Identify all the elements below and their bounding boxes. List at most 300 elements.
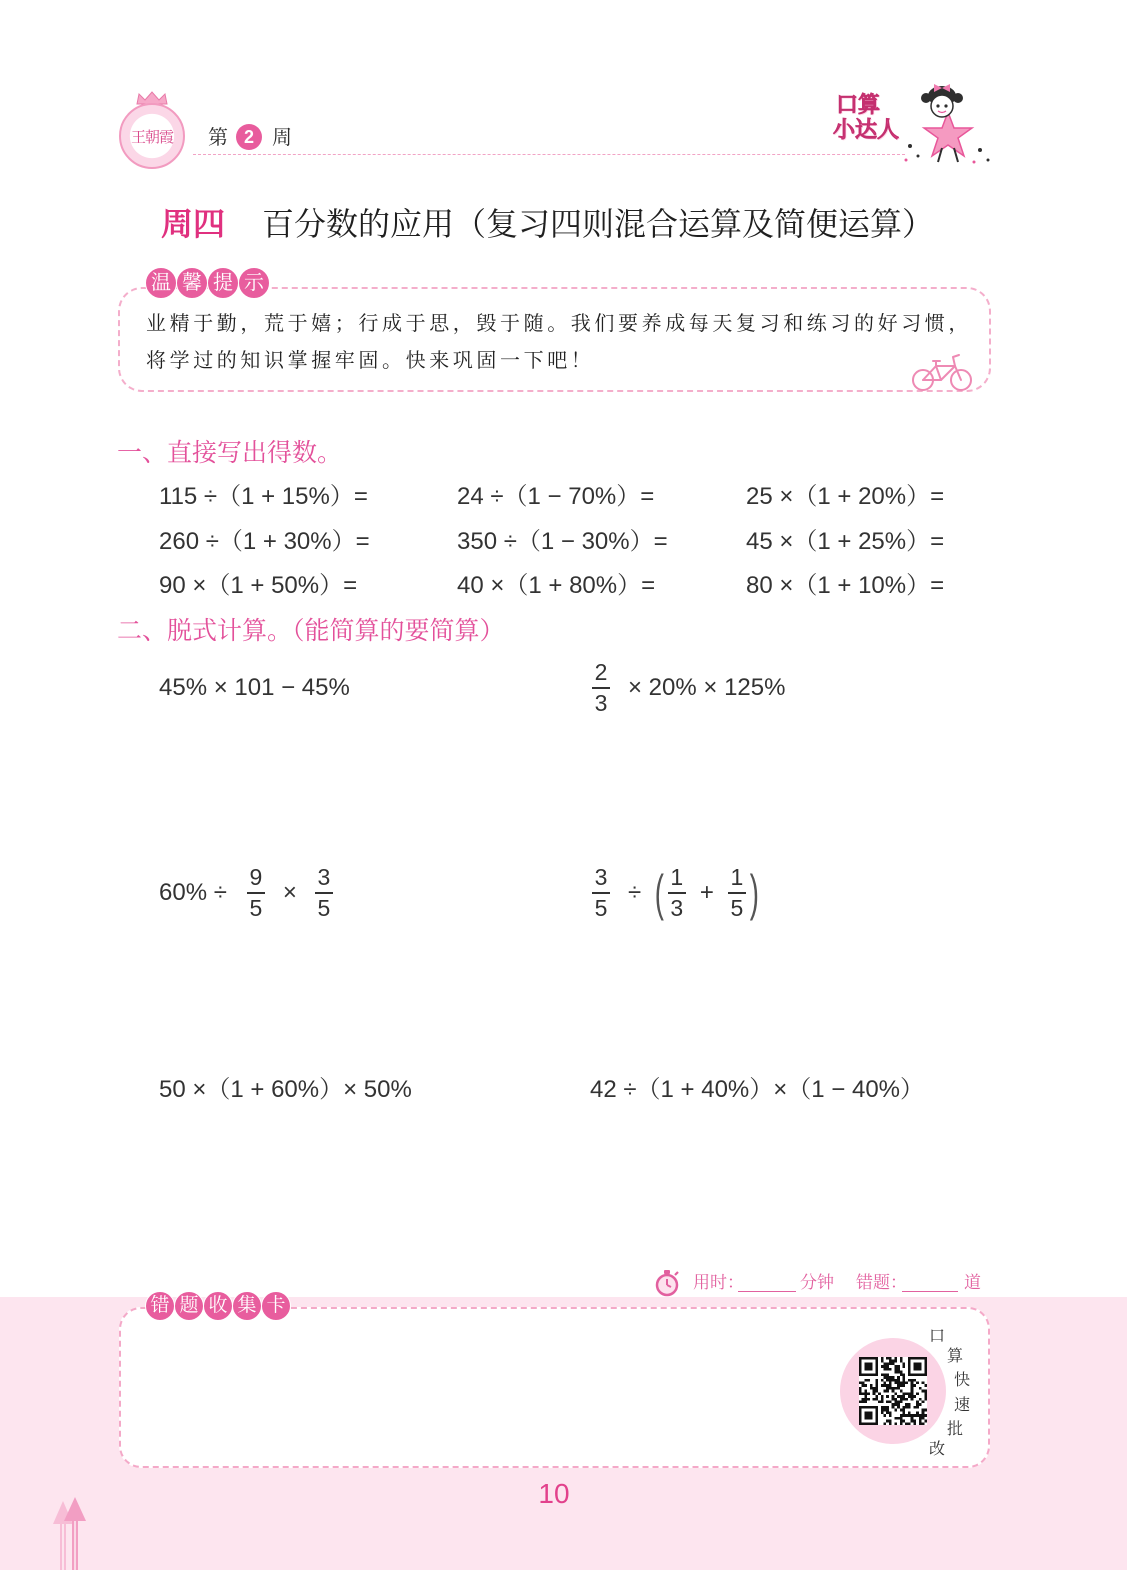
card-label-char: 题 — [174, 1291, 204, 1321]
card-label-char: 错 — [145, 1291, 175, 1321]
qr-module — [875, 1395, 878, 1398]
calculation-problem-6 — [590, 1059, 924, 1113]
qr-module — [886, 1420, 889, 1423]
qr-module — [889, 1381, 892, 1384]
qr-module — [881, 1411, 884, 1414]
qr-module — [889, 1387, 892, 1390]
qr-module — [873, 1392, 876, 1395]
qr-module — [903, 1373, 906, 1376]
brand-logo-line2: 小达人 — [833, 118, 900, 143]
qr-module — [889, 1420, 892, 1423]
mental-math-item: 24 ÷（1 − 70%）= — [457, 483, 655, 510]
qr-module — [897, 1384, 900, 1387]
qr-module — [922, 1417, 925, 1420]
qr-module — [916, 1403, 919, 1406]
qr-module — [911, 1398, 914, 1401]
qr-module — [905, 1406, 908, 1409]
qr-module — [894, 1401, 897, 1404]
qr-module — [922, 1411, 925, 1414]
qr-module — [897, 1387, 900, 1390]
qr-module — [922, 1409, 925, 1412]
qr-module — [916, 1392, 919, 1395]
qr-module — [881, 1409, 884, 1412]
qr-module — [883, 1376, 886, 1379]
bicycle-icon — [910, 349, 974, 393]
qr-module — [889, 1357, 892, 1360]
qr-module — [913, 1414, 916, 1417]
qr-module — [913, 1362, 921, 1370]
qr-module — [900, 1373, 903, 1376]
qr-module — [897, 1376, 900, 1379]
qr-module — [864, 1379, 867, 1382]
qr-module — [881, 1360, 884, 1363]
qr-module — [913, 1422, 916, 1425]
page-number: 10 — [538, 1478, 570, 1509]
qr-module — [883, 1409, 886, 1412]
qr-module — [894, 1403, 897, 1406]
qr-module — [886, 1379, 889, 1382]
operator: ÷ — [628, 879, 642, 906]
qr-module — [862, 1392, 865, 1395]
qr-module — [883, 1422, 886, 1425]
header-divider — [193, 154, 905, 155]
qr-module — [864, 1401, 867, 1404]
qr-module — [922, 1401, 925, 1404]
qr-module — [892, 1360, 895, 1363]
qr-module — [900, 1384, 903, 1387]
qr-module — [922, 1422, 925, 1425]
qr-module — [911, 1384, 914, 1387]
qr-module — [903, 1384, 906, 1387]
qr-module — [916, 1401, 919, 1404]
qr-module — [897, 1417, 900, 1420]
qr-module — [897, 1403, 900, 1406]
qr-module — [913, 1379, 916, 1382]
qr-module — [883, 1365, 886, 1368]
mental-math-item: 40 ×（1 + 80%）= — [457, 572, 656, 599]
fraction-bar — [592, 892, 610, 894]
qr-module — [924, 1420, 927, 1423]
qr-module — [886, 1409, 889, 1412]
qr-module — [908, 1395, 911, 1398]
tip-text-line: 业精于勤，荒于嬉；行成于思，毁于随。我们要养成每天复习和练习的好习惯， — [146, 311, 972, 335]
week-suffix: 周 — [272, 125, 292, 149]
qr-module — [889, 1362, 892, 1365]
qr-module — [900, 1398, 903, 1401]
qr-module — [924, 1414, 927, 1417]
qr-module — [881, 1373, 884, 1376]
qr-module — [892, 1403, 895, 1406]
qr-module — [892, 1379, 895, 1382]
qr-module — [903, 1362, 906, 1365]
qr-module — [903, 1392, 906, 1395]
qr-module — [892, 1406, 895, 1409]
qr-module — [875, 1387, 878, 1390]
qr-module — [862, 1384, 865, 1387]
tip-label-char: 提 — [207, 267, 239, 299]
qr-module — [892, 1387, 895, 1390]
qr-module — [916, 1381, 919, 1384]
qr-module — [900, 1401, 903, 1404]
qr-module — [862, 1401, 865, 1404]
fraction — [728, 866, 746, 920]
qr-module — [924, 1409, 927, 1412]
mental-math-item: 90 ×（1 + 50%）= — [159, 572, 358, 599]
fraction-numerator: 3 — [594, 864, 608, 891]
problem-expression: 60% ÷ — [159, 879, 227, 906]
qr-module — [881, 1398, 884, 1401]
qr-module — [913, 1395, 916, 1398]
card-label — [145, 1291, 290, 1321]
week-number-badge: 2 — [236, 124, 262, 150]
qr-module — [924, 1392, 927, 1395]
qr-module — [903, 1414, 906, 1417]
qr-module — [886, 1368, 889, 1371]
qr-module — [919, 1420, 922, 1423]
qr-module — [916, 1406, 919, 1409]
errors-label: 错题： — [856, 1273, 907, 1293]
qr-module — [886, 1387, 889, 1390]
mental-math-item: 45 ×（1 + 25%）= — [746, 528, 945, 555]
qr-module — [894, 1409, 897, 1412]
qr-module — [886, 1365, 889, 1368]
qr-module — [892, 1390, 895, 1393]
qr-module — [892, 1395, 895, 1398]
qr-module — [883, 1368, 886, 1371]
tip-box — [118, 287, 991, 392]
qr-module — [903, 1365, 906, 1368]
qr-module — [903, 1376, 906, 1379]
qr-module — [883, 1381, 886, 1384]
qr-module — [908, 1411, 911, 1414]
qr-module — [883, 1406, 886, 1409]
qr-module — [859, 1387, 862, 1390]
qr-module — [889, 1414, 892, 1417]
qr-module — [867, 1398, 870, 1401]
qr-module — [881, 1395, 884, 1398]
qr-module — [900, 1381, 903, 1384]
qr-module — [875, 1384, 878, 1387]
qr-module — [886, 1357, 889, 1360]
qr-module — [875, 1379, 878, 1382]
card-label-char: 集 — [232, 1291, 262, 1321]
fraction-numerator: 9 — [249, 864, 263, 891]
qr-caption-char: 批 — [947, 1419, 964, 1438]
qr-module — [864, 1390, 867, 1393]
qr-module — [875, 1390, 878, 1393]
errors-unit: 道 — [964, 1273, 981, 1293]
qr-module — [900, 1409, 903, 1412]
fraction-bar — [668, 892, 686, 894]
qr-module — [873, 1390, 876, 1393]
qr-module — [919, 1403, 922, 1406]
calculation-problem-1 — [159, 661, 350, 715]
qr-module — [886, 1384, 889, 1387]
fraction-denominator: 5 — [730, 894, 744, 921]
qr-module — [897, 1401, 900, 1404]
errors-blank — [902, 1272, 958, 1292]
qr-module — [900, 1420, 903, 1423]
qr-module — [883, 1373, 886, 1376]
qr-module — [886, 1406, 889, 1409]
tip-label-char: 示 — [238, 267, 270, 299]
time-label: 用时： — [693, 1273, 744, 1293]
qr-module — [922, 1390, 925, 1393]
tip-label-char: 温 — [145, 267, 177, 299]
qr-module — [897, 1365, 900, 1368]
qr-module — [886, 1390, 889, 1393]
qr-module — [900, 1414, 903, 1417]
qr-module — [894, 1371, 897, 1374]
qr-module — [894, 1398, 897, 1401]
qr-module — [889, 1379, 892, 1382]
qr-module — [894, 1387, 897, 1390]
qr-module — [894, 1417, 897, 1420]
operator: × — [282, 879, 297, 906]
qr-module — [881, 1401, 884, 1404]
qr-module — [908, 1403, 911, 1406]
qr-module — [881, 1365, 884, 1368]
fraction-numerator: 2 — [594, 659, 608, 686]
qr-module — [894, 1381, 897, 1384]
section2-heading: 二、脱式计算。（能简算的要简算） — [117, 616, 505, 645]
qr-module — [881, 1357, 884, 1360]
problem-expression: 50 ×（1 + 60%）× 50% — [159, 1075, 412, 1103]
qr-module — [883, 1362, 886, 1365]
mental-math-item: 25 ×（1 + 20%）= — [746, 483, 945, 510]
qr-module — [922, 1414, 925, 1417]
fraction-denominator: 5 — [317, 894, 331, 921]
operator: + — [699, 879, 714, 906]
fraction-numerator: 1 — [730, 864, 744, 891]
qr-module — [864, 1411, 872, 1419]
qr-module — [894, 1360, 897, 1363]
fraction — [592, 661, 610, 715]
qr-module — [911, 1379, 914, 1382]
fraction-numerator: 3 — [317, 864, 331, 891]
qr-module — [859, 1381, 862, 1384]
qr-module — [911, 1381, 914, 1384]
lesson-title: 百分数的应用（复习四则混合运算及简便运算） — [262, 205, 935, 243]
fraction — [592, 866, 610, 920]
fraction-denominator: 5 — [594, 894, 608, 921]
problem-expression: 42 ÷（1 + 40%）×（1 − 40%） — [590, 1075, 925, 1103]
qr-module — [903, 1406, 906, 1409]
qr-module — [905, 1422, 908, 1425]
qr-caption-char: 口 — [929, 1326, 946, 1345]
time-unit: 分钟 — [800, 1273, 834, 1293]
open-parenthesis: ( — [654, 865, 665, 921]
qr-module — [886, 1401, 889, 1404]
qr-module — [878, 1401, 881, 1404]
fraction-numerator: 1 — [670, 864, 684, 891]
qr-module — [905, 1414, 908, 1417]
qr-module — [911, 1387, 914, 1390]
week-prefix: 第 — [208, 125, 228, 149]
qr-module — [911, 1395, 914, 1398]
qr-module — [903, 1379, 906, 1382]
qr-module — [903, 1409, 906, 1412]
qr-module — [894, 1365, 897, 1368]
qr-module — [883, 1384, 886, 1387]
qr-module — [924, 1390, 927, 1393]
qr-module — [897, 1406, 900, 1409]
qr-module — [913, 1420, 916, 1423]
qr-module — [864, 1392, 867, 1395]
qr-caption-char: 改 — [929, 1439, 946, 1458]
qr-module — [905, 1392, 908, 1395]
qr-module — [894, 1368, 897, 1371]
qr-module — [900, 1422, 903, 1425]
qr-module — [897, 1368, 900, 1371]
qr-module — [870, 1384, 873, 1387]
qr-module — [889, 1401, 892, 1404]
qr-caption-char: 算 — [947, 1346, 964, 1365]
qr-module — [908, 1379, 911, 1382]
qr-module — [867, 1392, 870, 1395]
qr-module — [911, 1420, 914, 1423]
mental-math-item: 80 ×（1 + 10%）= — [746, 572, 945, 599]
qr-module — [889, 1384, 892, 1387]
qr-module — [905, 1381, 908, 1384]
qr-module — [919, 1422, 922, 1425]
qr-module — [881, 1379, 884, 1382]
qr-module — [889, 1422, 892, 1425]
qr-module — [864, 1398, 867, 1401]
qr-module — [894, 1379, 897, 1382]
qr-module — [859, 1390, 862, 1393]
qr-module — [916, 1414, 919, 1417]
tip-text-line: 将学过的知识掌握牢固。快来巩固一下吧！ — [146, 348, 595, 372]
qr-module — [924, 1384, 927, 1387]
qr-module — [897, 1371, 900, 1374]
qr-module — [886, 1376, 889, 1379]
qr-module — [905, 1403, 908, 1406]
qr-module — [900, 1390, 903, 1393]
qr-module — [924, 1398, 927, 1401]
qr-module — [903, 1381, 906, 1384]
qr-module — [894, 1392, 897, 1395]
cartoon-girl-icon — [898, 76, 998, 168]
qr-module — [886, 1373, 889, 1376]
qr-module — [873, 1398, 876, 1401]
problem-expression: 45% × 101 − 45% — [159, 674, 350, 701]
fraction-bar — [728, 892, 746, 894]
qr-module — [864, 1384, 867, 1387]
qr-module — [864, 1362, 872, 1370]
fraction — [247, 866, 265, 920]
qr-caption-char: 速 — [954, 1395, 971, 1414]
qr-module — [889, 1376, 892, 1379]
qr-module — [892, 1398, 895, 1401]
qr-module — [867, 1379, 870, 1382]
qr-module — [875, 1398, 878, 1401]
qr-module — [900, 1371, 903, 1374]
calculation-problem-4 — [592, 866, 763, 920]
qr-module — [924, 1395, 927, 1398]
qr-module — [916, 1411, 919, 1414]
qr-module — [886, 1362, 889, 1365]
day-title: 周四 — [161, 205, 226, 243]
qr-module — [908, 1422, 911, 1425]
qr-module — [911, 1417, 914, 1420]
section1-heading: 一、直接写出得数。 — [117, 438, 343, 467]
close-parenthesis: ) — [749, 865, 759, 921]
qr-module — [903, 1395, 906, 1398]
mental-math-item: 115 ÷（1 + 15%）= — [159, 483, 368, 510]
qr-module — [900, 1395, 903, 1398]
mental-math-item: 350 ÷（1 − 30%）= — [457, 528, 668, 555]
qr-module — [873, 1387, 876, 1390]
qr-module — [919, 1414, 922, 1417]
qr-module — [913, 1406, 916, 1409]
qr-module — [897, 1379, 900, 1382]
qr-module — [889, 1411, 892, 1414]
time-blank — [738, 1272, 796, 1292]
calculation-problem-5 — [159, 1059, 412, 1113]
fraction-denominator: 3 — [670, 894, 684, 921]
publisher-logo — [119, 103, 185, 169]
qr-module — [908, 1406, 911, 1409]
qr-module — [881, 1384, 884, 1387]
qr-module — [862, 1381, 865, 1384]
double-arrow-up-icon — [50, 1497, 90, 1570]
qr-module — [919, 1387, 922, 1390]
qr-module — [922, 1381, 925, 1384]
qr-module — [894, 1357, 897, 1360]
card-label-char: 卡 — [261, 1291, 291, 1321]
qr-module — [864, 1395, 867, 1398]
fraction-bar — [247, 892, 265, 894]
qr-module — [859, 1392, 862, 1395]
qr-module — [878, 1392, 881, 1395]
qr-module — [881, 1406, 884, 1409]
fraction — [315, 866, 333, 920]
qr-module — [883, 1414, 886, 1417]
fraction-denominator: 5 — [249, 894, 263, 921]
qr-module — [862, 1398, 865, 1401]
qr-module — [908, 1414, 911, 1417]
qr-module — [892, 1376, 895, 1379]
qr-module — [859, 1401, 862, 1404]
qr-module — [913, 1384, 916, 1387]
qr-module — [886, 1411, 889, 1414]
qr-code-icon — [859, 1357, 927, 1425]
qr-module — [870, 1387, 873, 1390]
fraction-denominator: 3 — [594, 689, 608, 716]
qr-module — [919, 1417, 922, 1420]
qr-module — [908, 1392, 911, 1395]
qr-module — [900, 1360, 903, 1363]
problem-expression: × 20% × 125% — [628, 674, 786, 701]
qr-module — [894, 1422, 897, 1425]
fraction-bar — [592, 687, 610, 689]
tip-label — [145, 267, 269, 299]
tip-label-char: 馨 — [176, 267, 208, 299]
fraction — [668, 866, 686, 920]
qr-caption-char: 快 — [954, 1370, 971, 1389]
qr-module — [897, 1395, 900, 1398]
mental-math-item: 260 ÷（1 + 30%）= — [159, 528, 370, 555]
qr-module — [911, 1390, 914, 1393]
qr-module — [889, 1360, 892, 1363]
qr-module — [889, 1368, 892, 1371]
publisher-logo-text: 王朝霞 — [130, 127, 173, 146]
card-label-char: 收 — [203, 1291, 233, 1321]
qr-module — [903, 1411, 906, 1414]
qr-module — [897, 1381, 900, 1384]
brand-logo-line1: 口算 — [836, 93, 881, 118]
